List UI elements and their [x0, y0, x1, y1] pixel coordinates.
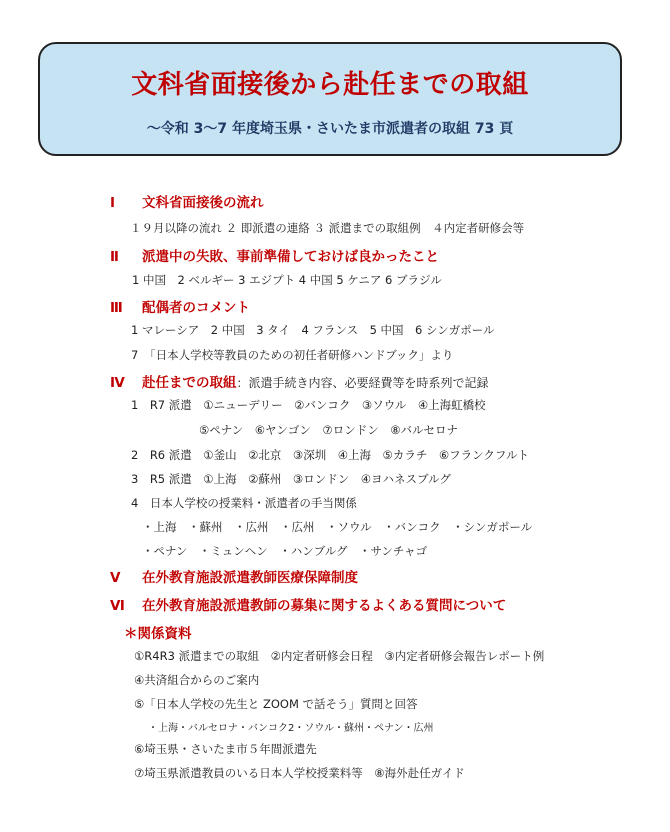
- related-heading: ＊関係資料: [124, 626, 192, 642]
- section-4-line: 2 R6 派遣 ①釜山 ②北京 ③深圳 ④上海 ⑤カラチ ⑥フランクフルト: [131, 448, 529, 462]
- section-numeral: Ⅰ: [110, 195, 116, 211]
- section-title: 文科省面接後の流れ: [142, 195, 264, 211]
- section-numeral: Ⅵ: [110, 598, 125, 614]
- page-title: 文科省面接後から赴任までの取組: [131, 70, 529, 100]
- section-3-heading: [110, 296, 250, 316]
- section-4-line: ・上海 ・蘇州 ・広州 ・広州 ・ソウル ・バンコク ・シンガポール: [142, 520, 533, 534]
- related-line: ④共済組合からのご案内: [134, 673, 260, 687]
- section-title: 配偶者のコメント: [142, 300, 250, 316]
- section-title: 派遣中の失敗、事前準備しておけば良かったこと: [142, 249, 439, 265]
- section-4-line: 4 日本人学校の授業料・派遣者の手当関係: [131, 496, 357, 510]
- section-4-line: ・ペナン ・ミュンヘン ・ハンブルグ ・サンチャゴ: [142, 544, 428, 558]
- section-title: 在外教育施設派遣教師の募集に関するよくある質問について: [142, 598, 507, 614]
- section-numeral: Ⅳ: [110, 375, 125, 391]
- section-numeral: Ⅴ: [110, 570, 121, 586]
- section-1-heading: [110, 191, 264, 211]
- section-3-line: 7 「日本人学校等教員のための初任者研修ハンドブック」より: [131, 348, 454, 362]
- section-2-line: 1 中国 2 ベルギー 3 エジプト 4 中国 5 ケニア 6 ブラジル: [132, 273, 442, 287]
- section-3-line: 1 マレーシア 2 中国 3 タイ 4 フランス 5 中国 6 シンガポール: [131, 323, 495, 337]
- section-4-heading: [110, 371, 489, 391]
- related-line: ①R4R3 派遣までの取組 ②内定者研修会日程 ③内定者研修会報告レポート例: [134, 649, 545, 663]
- related-line: ・上海・バルセロナ・バンコク2・ソウル・蘇州・ペナン・広州: [148, 723, 434, 734]
- section-1-line: １９月以降の流れ ２ 即派遣の連絡 ３ 派遣までの取組例 ４内定者研修会等: [130, 221, 525, 235]
- section-4-line: 3 R5 派遣 ①上海 ②蘇州 ③ロンドン ④ヨハネスブルグ: [131, 472, 451, 486]
- section-2-heading: [110, 245, 439, 265]
- related-line: ⑥埼玉県・さいたま市５年間派遣先: [134, 742, 317, 756]
- title-box: [38, 42, 622, 156]
- section-title: 在外教育施設派遣教師医療保障制度: [142, 570, 358, 586]
- section-numeral: Ⅱ: [110, 249, 119, 265]
- related-line: ⑦埼玉県派遣教員のいる日本人学校授業料等 ⑧海外赴任ガイド: [134, 766, 465, 780]
- section-numeral: Ⅲ: [110, 300, 123, 316]
- section-4-line: 1 R7 派遣 ①ニューデリー ②バンコク ③ソウル ④上海虹橋校: [131, 398, 486, 412]
- section-6-heading: [110, 594, 506, 614]
- section-note: ：派遣手続き内容、必要経費等を時系列で記録: [236, 376, 489, 390]
- section-5-heading: [110, 566, 358, 586]
- page-subtitle: ～令和 3～7 年度埼玉県・さいたま市派遣者の取組 73 頁: [146, 121, 514, 137]
- section-title: 赴任までの取組: [142, 375, 237, 391]
- section-4-line: ⑤ペナン ⑥ヤンゴン ⑦ロンドン ⑧バルセロナ: [199, 423, 459, 437]
- related-line: ⑤「日本人学校の先生と ZOOM で話そう」質問と回答: [134, 697, 418, 711]
